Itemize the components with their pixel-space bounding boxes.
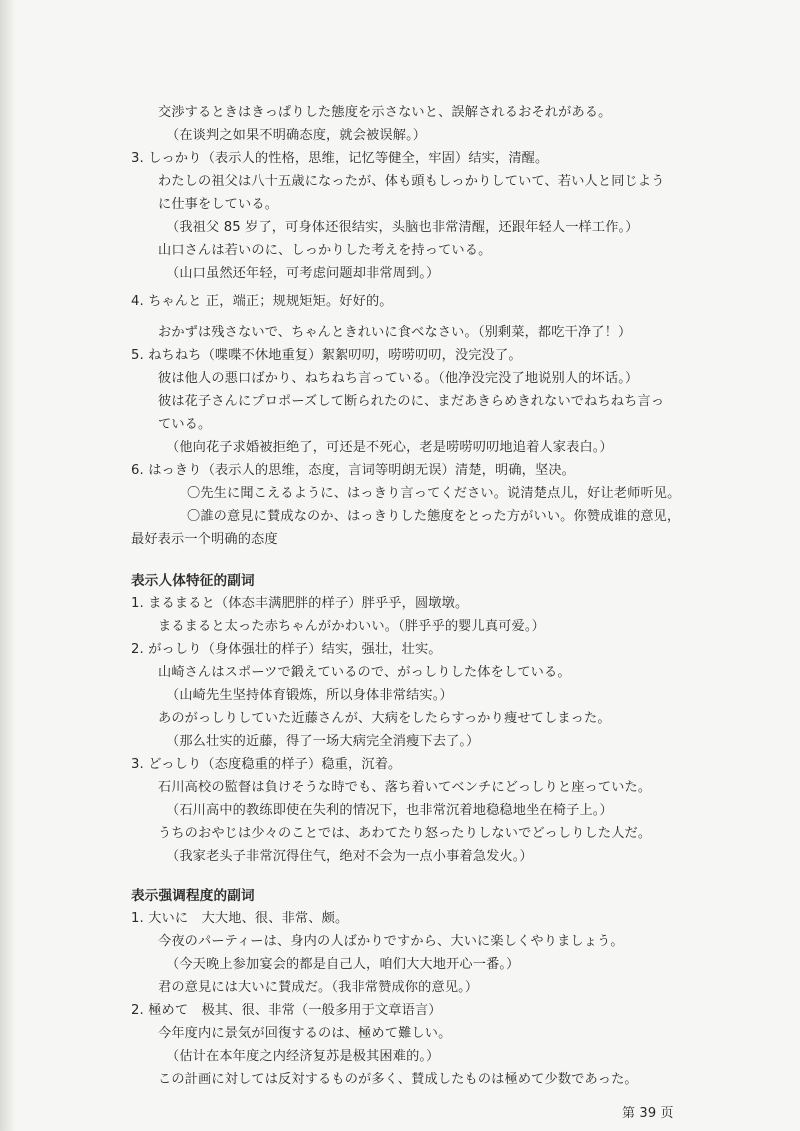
text-line: わたしの祖父は八十五歳になったが、体も頭もしっかりしていて、若い人と同じよう (158, 174, 665, 189)
text-line: 今夜のパーティーは、身内の人ばかりですから、大いに楽しくやりましょう。 (158, 934, 624, 949)
text-line: 君の意見には大いに賛成だ。（我非常赞成你的意见。） (158, 980, 479, 995)
text-line: 今年度内に景気が回復するのは、極めて難しい。 (158, 1026, 452, 1041)
translation-line: （我家老头子非常沉得住气，绝对不会为一点小事着急发火。） (166, 849, 533, 864)
text-line: うちのおやじは少々のことでは、あわてたり怒ったりしないでどっしりした人だ。 (158, 826, 652, 841)
text-line: 彼は他人の悪口ばかり、ねちねち言っている。（他净没完没了地说别人的坏话。） (158, 371, 639, 386)
text-line: 交渉するときはきっぱりした態度を示さないと、誤解されるおそれがある。 (158, 105, 612, 120)
entry-heading: 2. 極めて 极其、很、非常（一般多用于文章语言） (131, 1003, 442, 1018)
entry-heading: 2. がっしり（身体强壮的样子）结实，强壮，壮实。 (131, 642, 442, 657)
page-number: 第 39 页 (622, 1106, 674, 1121)
translation-line: （今天晚上参加宴会的都是自己人，咱们大大地开心一番。） (166, 957, 520, 972)
text-line: 〇先生に聞こえるように、はっきり言ってください。说清楚点儿，好让老师听见。 (187, 486, 681, 501)
text-line: おかずは残さないで、ちゃんときれいに食べなさい。（别剩菜，都吃干净了！） (158, 325, 632, 340)
section-heading: 表示强调程度的副词 (131, 888, 255, 904)
translation-line: （估计在本年度之内经济复苏是极其困难的。） (166, 1049, 440, 1064)
entry-heading: 1. 大いに 大大地、很、非常、颇。 (131, 911, 349, 926)
text-line: 彼は花子さんにプロポーズして断られたのに、まだあきらめきれないでねちねち言っ (158, 394, 665, 409)
text-line: まるまると太った赤ちゃんがかわいい。（胖乎乎的婴儿真可爱。） (158, 619, 545, 634)
translation-line: （石川高中的教练即使在失利的情况下，也非常沉着地稳稳地坐在椅子上。） (166, 803, 613, 818)
entry-heading: 1. まるまると（体态丰满肥胖的样子）胖乎乎，圆墩墩。 (131, 596, 469, 611)
translation-line: （我祖父 85 岁了，可身体还很结实，头脑也非常清醒，还跟年轻人一样工作。） (166, 220, 639, 235)
translation-line: （山口虽然还年轻，可考虑问题却非常周到。） (166, 266, 440, 281)
entry-heading: 6. はっきり（表示人的思维，态度，言词等明朗无误）清楚，明确，坚决。 (131, 463, 576, 478)
translation-line: （他向花子求婚被拒绝了，可还是不死心，老是唠唠叨叨地追着人家表白。） (166, 440, 613, 455)
text-line: に仕事をしている。 (158, 197, 279, 212)
entry-heading: 5. ねちねち（喋喋不休地重复）絮絮叨叨，唠唠叨叨，没完没了。 (131, 348, 522, 363)
text-line: ている。 (158, 417, 212, 432)
entry-heading: 3. どっしり（态度稳重的样子）稳重，沉着。 (131, 757, 402, 772)
entry-heading: 4. ちゃんと 正，端正；规规矩矩。好好的。 (131, 294, 393, 309)
translation-line: （那么壮实的近藤，得了一场大病完全消瘦下去了。） (166, 734, 480, 749)
section-heading: 表示人体特征的副词 (131, 573, 255, 589)
entry-heading: 3. しっかり（表示人的性格，思维，记忆等健全，牢固）结实，清醒。 (131, 151, 549, 166)
translation-line: （山崎先生坚持体育锻炼，所以身体非常结实。） (166, 688, 453, 703)
text-line: 山崎さんはスポーツで鍛えているので、がっしりした体をしている。 (158, 665, 571, 680)
text-line: 〇誰の意見に賛成なのか、はっきりした態度をとった方がいい。你赞成谁的意见， (187, 509, 681, 524)
text-line: あのがっしりしていた近藤さんが、大病をしたらすっかり痩せてしまった。 (158, 711, 611, 726)
text-line: 石川高校の監督は負けそうな時でも、落ち着いてベンチにどっしりと座っていた。 (158, 780, 652, 795)
text-line: 山口さんは若いのに、しっかりした考えを持っている。 (158, 243, 492, 258)
text-line: この計画に対しては反対するものが多く、賛成したものは極めて少数であった。 (158, 1072, 638, 1087)
text-line: 最好表示一个明确的态度 (131, 532, 278, 547)
translation-line: （在谈判之如果不明确态度，就会被误解。） (166, 128, 427, 143)
